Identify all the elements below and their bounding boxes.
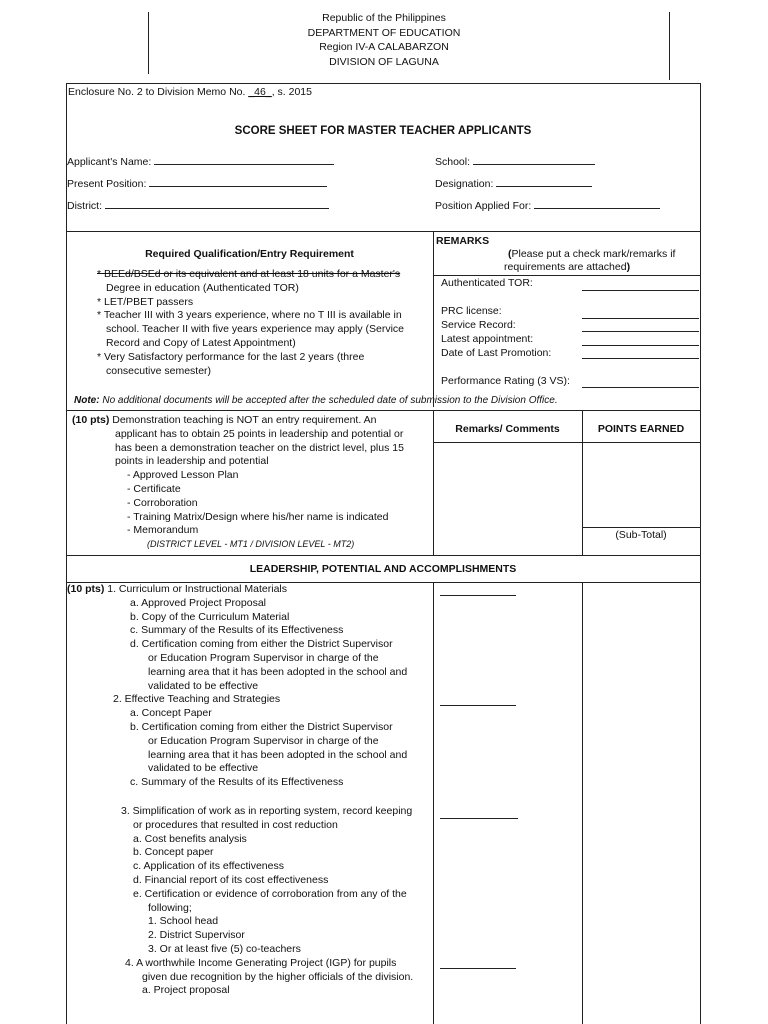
demo-item: - Memorandum [127,524,199,537]
remark-authenticated-tor-blank[interactable] [582,290,699,291]
section-3-following: following; [148,901,192,914]
enclosure-prefix: Enclosure No. 2 to Division Memo No. [68,86,249,98]
requirements-header: Required Qualification/Entry Requirement [145,248,354,260]
position-applied-field [435,199,660,212]
letterhead-line-2: DEPARTMENT OF EDUCATION [307,26,461,39]
leadership-section-1 [67,583,407,790]
section-1-item-cont: learning area that it has been adopted in the school and [148,665,408,678]
section-4-title-cont: given due recognition by the higher officials of the division. [142,970,414,983]
applicant-name-blank[interactable] [154,155,334,165]
note-text: No additional documents will be accepted after the scheduled date of submission to the Division Office. [99,395,558,406]
demo-item: - Training Matrix/Design where his/her name is indicated [127,510,389,523]
section-1-remarks-blank[interactable] [440,595,516,596]
subtotal-label: (Sub-Total) [615,529,667,541]
applicant-name-label: Applicant's Name: [67,156,152,168]
requirements-divider [433,231,434,407]
school-field [435,155,595,168]
remarks-comments-header: Remarks/ Comments [455,423,560,435]
remark-last-promotion: Date of Last Promotion: [441,347,552,359]
leadership-top-rule [66,555,700,556]
requirement-performance: * Very Satisfactory performance for the last 2 years (three [97,350,365,363]
demo-top-rule [66,410,700,411]
demo-item: - Corroboration [127,496,198,509]
section-2-title: 2. Effective Teaching and Strategies [113,693,281,706]
section-1-item: d. Certification coming from either the District Supervisor [130,638,393,651]
section-4-title: 4. A worthwhile Income Generating Project (IGP) for pupils [125,956,397,969]
remarks-header: REMARKS [436,235,490,247]
requirement-experience-cont-2: Record and Copy of Latest Appointment) [106,336,296,349]
section-2-item-cont: validated to be effective [148,762,259,775]
note-line [74,395,558,406]
demo-line-1: Demonstration teaching is NOT an entry requirement. An [109,414,377,426]
leadership-points: (10 pts) [67,583,105,595]
section-4-remarks-blank[interactable] [440,968,516,969]
demo-line-4: points in leadership and potential [115,455,269,468]
school-label: School: [435,156,471,168]
demo-item: - Approved Lesson Plan [127,469,239,482]
present-position-field [67,177,327,190]
remark-performance-rating: Performance Rating (3 VS): [441,375,570,387]
letterhead-line-1: Republic of the Philippines [322,12,446,24]
section-3-item: d. Financial report of its cost effectiveness [133,873,329,886]
letterhead-line-3: Region IV-A CALABARZON [319,41,449,53]
frame-right [700,83,701,1024]
requirements-list [97,268,404,378]
section-3-title: 3. Simplification of work as in reporting system, record keeping [121,805,413,817]
remark-latest-appointment-blank[interactable] [582,345,699,346]
remark-prc-license-blank[interactable] [582,318,699,319]
present-position-blank[interactable] [149,177,327,187]
demo-item: - Certificate [127,482,181,495]
remark-last-promotion-blank[interactable] [582,358,699,359]
school-blank[interactable] [473,155,595,165]
enclosure-suffix: , s. 2015 [271,86,312,98]
requirement-experience: * Teacher III with 3 years experience, where no T III is available in [97,309,402,322]
position-applied-blank[interactable] [534,199,660,209]
letterhead-line-4: DIVISION OF LAGUNA [329,55,439,68]
frame-top [66,83,700,84]
section-3-item: e. Certification or evidence of corroboration from any of the [133,887,407,900]
section-2-item: a. Concept Paper [130,707,212,720]
leadership-points-divider [582,582,583,1024]
designation-blank[interactable] [496,177,592,187]
section-2-item: b. Certification coming from either the District Supervisor [130,720,393,733]
remark-performance-rating-blank[interactable] [582,387,699,388]
section-1-item: a. Approved Project Proposal [130,596,266,609]
remarks-instruction-rule [433,275,700,276]
enclosure-line [68,86,312,98]
letterhead-right-rule [669,12,670,80]
section-3-title-cont: or procedures that resulted in cost reduction [133,818,338,831]
subtotal-rule [582,527,700,528]
section-3-subitem: 1. School head [148,915,219,928]
section-3-item: b. Concept paper [133,846,214,859]
remarks-instruction: (Please put a check mark/remarks if [508,248,676,260]
page-title: SCORE SHEET FOR MASTER TEACHER APPLICANTS [234,125,532,137]
section-2-remarks-blank[interactable] [440,705,516,706]
requirements-top-rule [66,231,700,232]
section-2-item-cont: learning area that it has been adopted in the school and [148,748,408,761]
remark-service-record: Service Record: [441,319,516,331]
section-1-item-cont: or Education Program Supervisor in charge of the [148,651,379,664]
points-earned-header: POINTS EARNED [597,423,685,435]
section-1-item: c. Summary of the Results of its Effectiveness [130,624,344,637]
remark-service-record-blank[interactable] [582,331,699,332]
designation-field [435,177,592,190]
section-3-item: a. Cost benefits analysis [133,832,247,845]
remarks-instruction-line-2: requirements are attached) [504,261,631,273]
demo-text [72,414,404,552]
section-3-remarks-blank[interactable] [440,818,518,819]
letterhead [234,11,534,69]
present-position-label: Present Position: [67,178,147,190]
applicant-name-field [67,155,334,168]
letterhead-left-rule [148,12,149,74]
district-blank[interactable] [105,199,329,209]
demo-line-2: applicant has to obtain 25 points in leadership and potential or [115,427,404,440]
position-applied-label: Position Applied For: [435,200,532,212]
requirement-experience-cont-1: school. Teacher II with five years experience may apply (Service [106,323,405,336]
section-4-item: a. Project proposal [142,984,230,997]
leadership-divider [433,582,434,1024]
memo-number: _46_ [248,86,272,98]
demo-points: (10 pts) [72,414,110,426]
demo-level-note: (DISTRICT LEVEL - MT1 / DIVISION LEVEL - MT2) [147,539,355,550]
section-1-item: b. Copy of the Curriculum Material [130,610,290,623]
section-2-item: c. Summary of the Results of its Effectiveness [130,776,344,789]
section-1-title: 1. Curriculum or Instructional Materials [104,583,287,595]
section-1-item-cont: validated to be effective [148,679,259,692]
remark-latest-appointment: Latest appointment: [441,333,534,345]
district-field [67,199,329,212]
leadership-header: LEADERSHIP, POTENTIAL AND ACCOMPLISHMENTS [249,563,517,575]
requirement-degree: * BEEd/BSEd or its equivalent and at least 18 units for a Master's [97,268,401,280]
designation-label: Designation: [435,178,494,190]
requirement-let: * LET/PBET passers [97,295,194,308]
demo-header-rule [433,442,700,443]
section-3-item: c. Application of its effectiveness [133,860,284,873]
remark-authenticated-tor: Authenticated TOR: [441,277,533,289]
note-label: Note: [74,395,100,406]
requirement-performance-cont: consecutive semester) [106,364,212,377]
district-label: District: [67,200,102,212]
demo-line-3: has been a demonstration teacher on the district level, plus 15 [115,441,404,454]
requirement-degree-cont: Degree in education (Authenticated TOR) [106,281,299,294]
remark-prc-license: PRC license: [441,305,502,317]
section-3-subitem: 2. District Supervisor [148,929,245,942]
section-3-subitem: 3. Or at least five (5) co-teachers [148,942,301,955]
section-2-item-cont: or Education Program Supervisor in charge of the [148,734,379,747]
leadership-section-3 [67,805,413,998]
